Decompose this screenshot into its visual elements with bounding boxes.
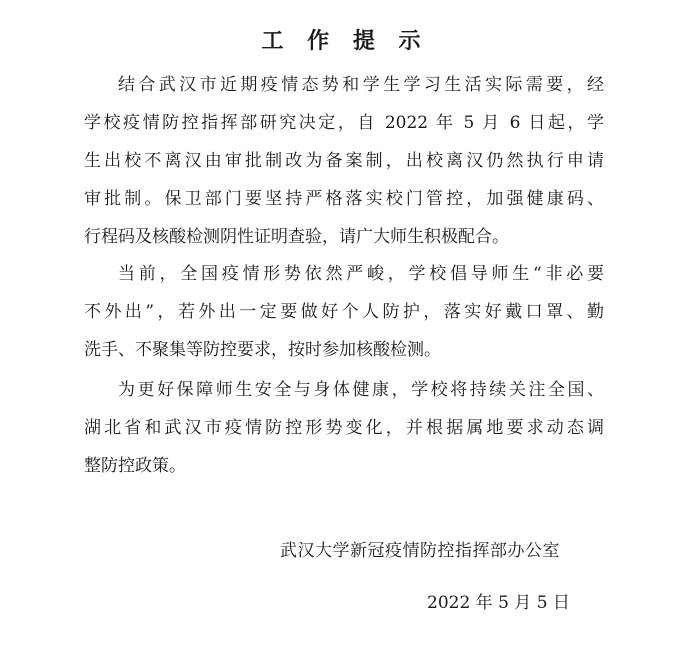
document-title: 工 作 提 示: [261, 29, 429, 54]
paragraph-line: 结合武汉市近期疫情态势和学生学习生活实际需要，经: [118, 75, 604, 95]
paragraph-1: [84, 66, 604, 256]
paragraph-line: 湖北省和武汉市疫情防控形势变化，并根据属地要求动态调: [84, 418, 604, 438]
paragraph-line: 整防控政策。: [84, 456, 186, 476]
issuer-signature: 武汉大学新冠疫情防控指挥部办公室: [280, 541, 560, 561]
paragraph-3: [84, 371, 604, 485]
paragraph-line: 洗手、不聚集等防控要求，按时参加核酸检测。: [84, 340, 441, 360]
issue-date: 2022 年 5 月 5 日: [427, 593, 570, 613]
paragraph-line: 当前，全国疫情形势依然严峻，学校倡导师生“非必要: [118, 264, 604, 284]
paragraph-line: 审批制。保卫部门要坚持严格落实校门管控，加强健康码、: [84, 189, 604, 209]
paragraph-line: 生出校不离汉由审批制改为备案制，出校离汉仍然执行申请: [84, 151, 604, 171]
paragraph-2: [84, 255, 604, 369]
paragraph-line: 不外出”，若外出一定要做好个人防护，落实好戴口罩、勤: [84, 302, 604, 322]
paragraph-line: 为更好保障师生安全与身体健康，学校将持续关注全国、: [118, 380, 604, 400]
paragraph-line: 学校疫情防控指挥部研究决定，自 2022 年 5 月 6 日起，学: [84, 113, 604, 133]
paragraph-line: 行程码及核酸检测阴性证明查验，请广大师生积极配合。: [84, 227, 509, 247]
